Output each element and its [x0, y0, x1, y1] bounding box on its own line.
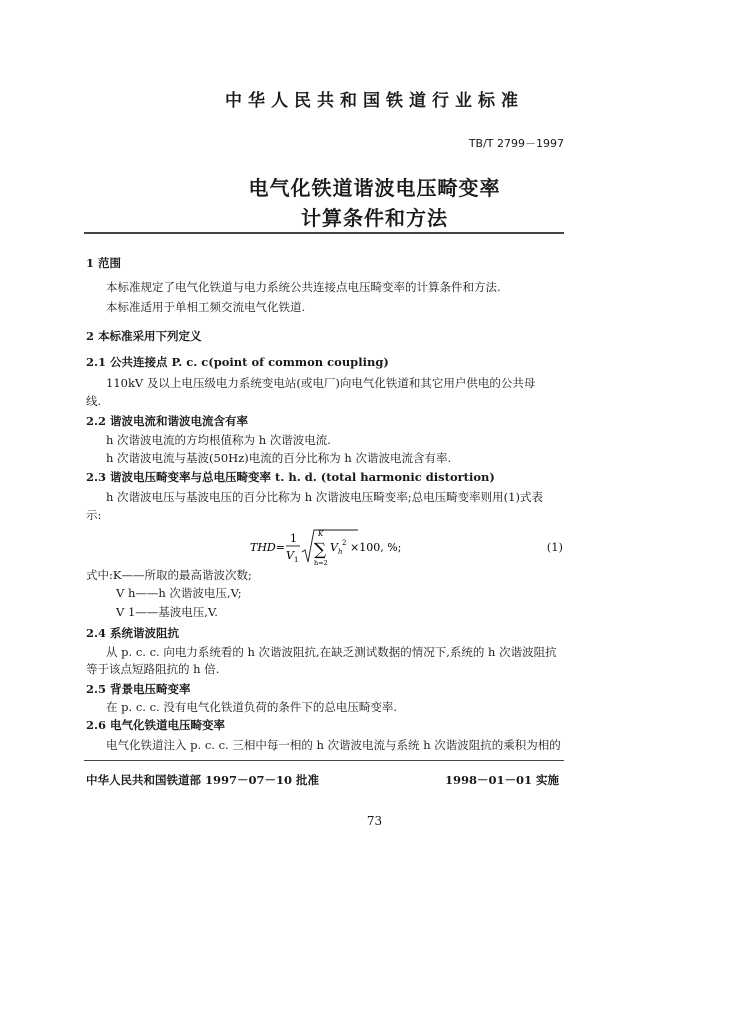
standard-number: TB/T 2799－1997 — [468, 137, 564, 150]
formula-sum-lower: h=2 — [314, 559, 328, 567]
formula-term-sup: 2 — [342, 539, 347, 547]
approval-text: 中华人民共和国铁道部 1997－07－10 批准 — [86, 773, 320, 787]
formula-sum-upper: K — [318, 530, 324, 538]
page-number: 73 — [366, 814, 383, 828]
section-2-5-paragraph-1: 在 p. c. c. 没有电气化铁道负荷的条件下的总电压畸变率. — [106, 700, 397, 714]
where-line-2: V h——h 次谐波电压,V; — [116, 586, 242, 600]
formula-term-sub: h — [338, 548, 343, 556]
section-2-6-heading: 2.6 电气化铁道电压畸变率 — [86, 718, 226, 732]
standard-category-title: 中华人民共和国铁道行业标准 — [225, 91, 524, 111]
formula-coef-numerator: 1 — [290, 532, 297, 545]
section-2-4-paragraph-2: 等于该点短路阻抗的 h 倍. — [86, 662, 220, 676]
section-2-heading: 2 本标准采用下列定义 — [86, 329, 202, 343]
section-2-3-paragraph-2: 示: — [86, 508, 102, 522]
formula-rhs: ×100, %; — [350, 541, 402, 554]
section-2-1-paragraph-1: 110kV 及以上电压级电力系统变电站(或电厂)向电气化铁道和其它用户供电的公共母 — [106, 376, 536, 390]
section-1-heading: 1 范围 — [86, 256, 122, 270]
section-2-4-heading: 2.4 系统谐波阻抗 — [86, 626, 180, 640]
section-2-1-heading: 2.1 公共连接点 P. c. c(point of common coupling) — [86, 355, 389, 369]
thd-formula — [250, 528, 570, 570]
document-title-line2: 计算条件和方法 — [301, 206, 448, 230]
section-1-paragraph-1: 本标准规定了电气化铁道与电力系统公共连接点电压畸变率的计算条件和方法. — [106, 280, 501, 294]
section-2-3-paragraph-1: h 次谐波电压与基波电压的百分比称为 h 次谐波电压畸变率;总电压畸变率则用(1)式表 — [106, 490, 543, 504]
effective-date-text: 1998－01－01 实施 — [444, 773, 559, 787]
section-2-2-paragraph-1: h 次谐波电流的方均根值称为 h 次谐波电流. — [106, 433, 331, 447]
formula-sum-symbol: ∑ — [314, 540, 327, 560]
title-divider — [84, 232, 564, 234]
formula-coef-denominator: V — [286, 549, 294, 562]
section-2-2-heading: 2.2 谐波电流和谐波电流含有率 — [86, 414, 249, 428]
formula-term: V — [330, 541, 338, 554]
document-title-line1: 电气化铁道谐波电压畸变率 — [248, 176, 501, 200]
formula-lhs: THD= — [250, 541, 285, 554]
section-1-paragraph-2: 本标准适用于单相工频交流电气化铁道. — [106, 300, 306, 314]
section-2-2-paragraph-2: h 次谐波电流与基波(50Hz)电流的百分比称为 h 次谐波电流含有率. — [106, 451, 452, 465]
section-2-3-heading: 2.3 谐波电压畸变率与总电压畸变率 t. h. d. (total harmonic distortion) — [86, 470, 495, 484]
where-line-3: V 1——基波电压,V. — [116, 605, 218, 619]
footer-divider — [84, 760, 564, 761]
section-2-4-paragraph-1: 从 p. c. c. 向电力系统看的 h 次谐波阻抗,在缺乏测试数据的情况下,系统的 h 次谐波阻抗 — [106, 645, 557, 659]
equation-number: (1) — [546, 540, 563, 554]
section-2-5-heading: 2.5 背景电压畸变率 — [86, 682, 191, 696]
section-2-1-paragraph-2: 线. — [86, 394, 102, 408]
formula-coef-den-sub: 1 — [294, 556, 299, 564]
where-line-1: 式中:K——所取的最高谐波次数; — [86, 568, 252, 582]
section-2-6-paragraph-1: 电气化铁道注入 p. c. c. 三相中每一相的 h 次谐波电流与系统 h 次谐波阻抗的乘积为相的 — [106, 738, 561, 752]
